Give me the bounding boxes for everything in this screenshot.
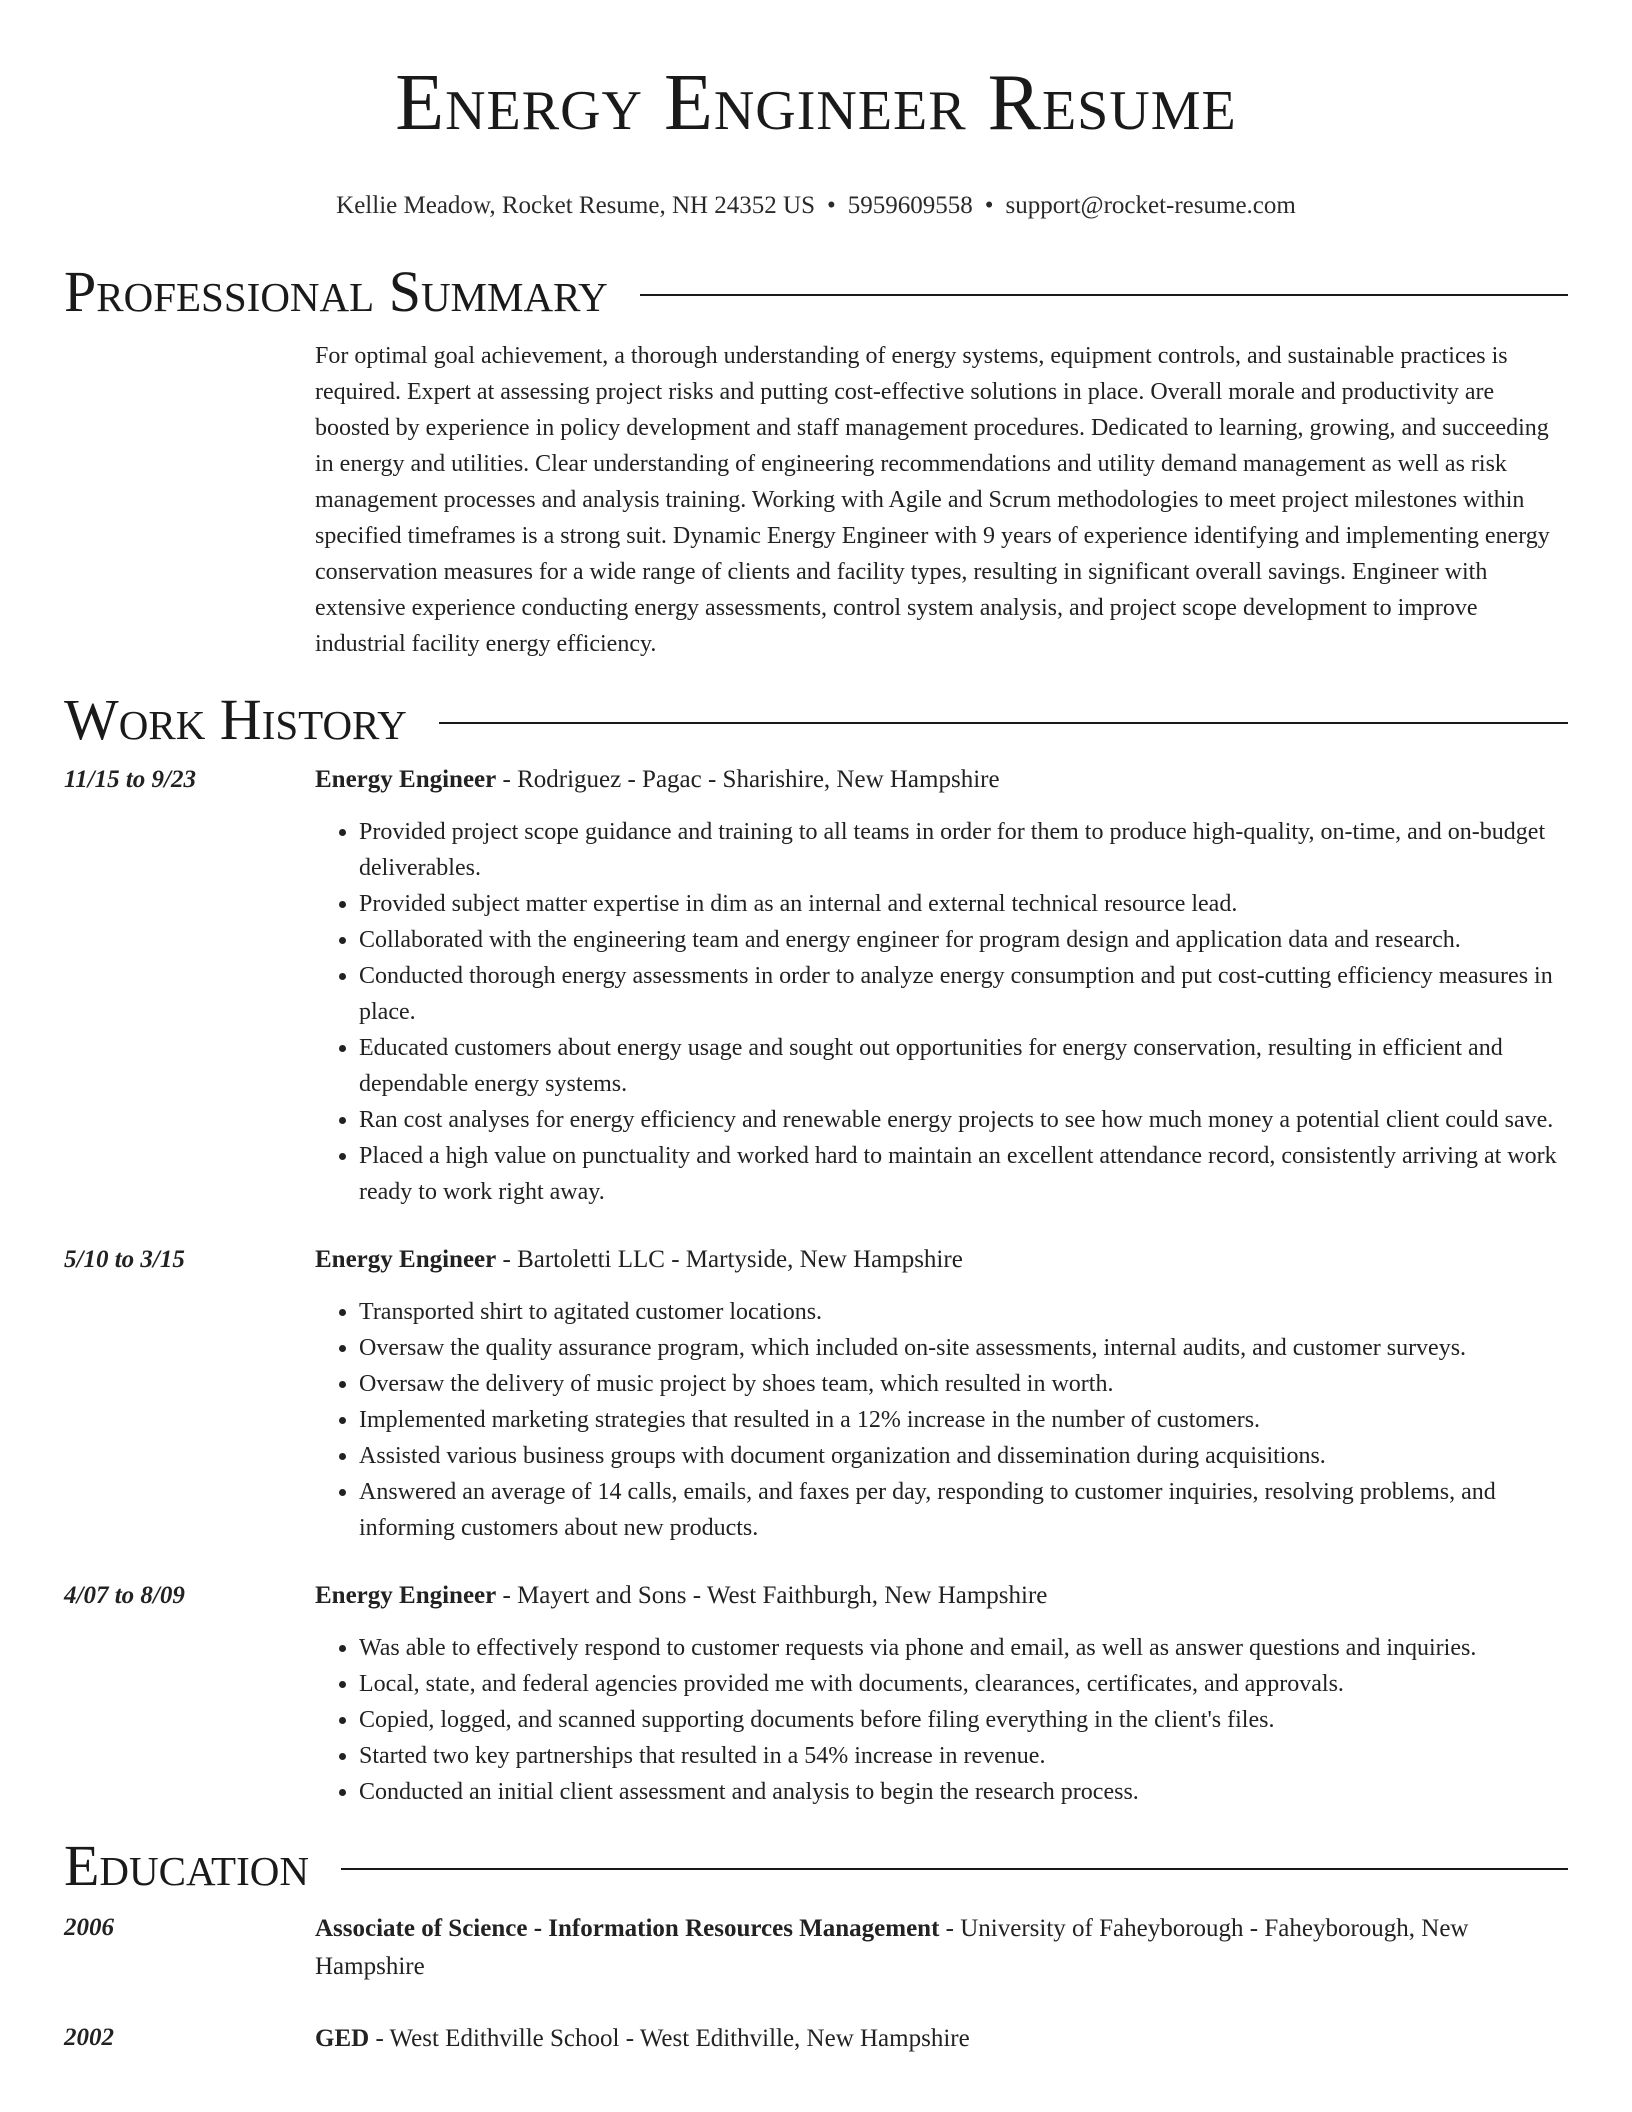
education-details: - University of Faheyborough - Faheyborough, New Hampshire (315, 1915, 1469, 1980)
job-details: - Bartoletti LLC - Martyside, New Hampshire (496, 1246, 963, 1273)
resume-page (64, 0, 1568, 2058)
job-title: Energy Engineer (315, 766, 497, 793)
contact-phone: 5959609558 (847, 192, 973, 219)
summary-heading (64, 260, 1568, 324)
job-details: - Mayert and Sons - West Faithburgh, New Hampshire (496, 1582, 1048, 1609)
education-heading (64, 1834, 1568, 1898)
job-body (315, 1242, 1568, 1546)
job-bullets (315, 1630, 1568, 1810)
job-bullet: • Implemented marketing strategies that resulted in a 12% increase in the number of customers. (359, 1402, 1568, 1438)
job-dates: 11/15 to 9/23 (64, 766, 196, 793)
job-bullet: • Conducted thorough energy assessments in order to analyze energy consumption and put cost-cutting efficiency measures in place. (359, 958, 1568, 1030)
resume-title: Energy Engineer Resume (395, 59, 1237, 147)
education-entry (64, 2020, 1568, 2058)
job-entry (64, 1578, 1568, 1810)
education-body (315, 2020, 1568, 2058)
job-bullet: • Conducted an initial client assessment and analysis to begin the research process. (359, 1774, 1568, 1810)
job-title-line (315, 1578, 1568, 1614)
job-bullet: • Ran cost analyses for energy efficiency and renewable energy projects to see how much money a potential client could save. (359, 1102, 1568, 1138)
education-degree: GED (315, 2025, 370, 2052)
section-divider (341, 1868, 1568, 1870)
job-bullet: • Assisted various business groups with document organization and dissemination during acquisitions. (359, 1438, 1568, 1474)
job-bullet: • Provided project scope guidance and training to all teams in order for them to produce high-quality, on-time, and on-budget deliverables. (359, 814, 1568, 886)
contact-separator: • (827, 192, 836, 219)
job-bullet: • Collaborated with the engineering team and energy engineer for program design and application data and research. (359, 922, 1568, 958)
job-bullet: • Copied, logged, and scanned supporting documents before filing everything in the client's files. (359, 1702, 1568, 1738)
job-bullet: • Oversaw the delivery of music project by shoes team, which resulted in worth. (359, 1366, 1568, 1402)
job-bullet: • Was able to effectively respond to customer requests via phone and email, as well as answer questions and inquiries. (359, 1630, 1568, 1666)
job-dates: 5/10 to 3/15 (64, 1246, 185, 1273)
job-bullet: • Local, state, and federal agencies provided me with documents, clearances, certificates, and approvals. (359, 1666, 1568, 1702)
contact-email: support@rocket-resume.com (1005, 192, 1296, 219)
job-title-line (315, 1242, 1568, 1278)
section-divider (640, 294, 1568, 296)
job-bullets (315, 814, 1568, 1210)
job-bullet: • Educated customers about energy usage and sought out opportunities for energy conservation, resulting in efficient and dependable energy systems. (359, 1030, 1568, 1102)
job-body (315, 1578, 1568, 1810)
job-title-line (315, 762, 1568, 798)
education-heading-text: Education (64, 1833, 309, 1898)
summary-text: For optimal goal achievement, a thorough understanding of energy systems, equipment controls, and sustainable practices is required. Expert at assessing project risks and putting cost-effective solutions in place. Overall morale and productivity are boosted by experience in policy development and staff management procedures. Dedicated to learning, growing, and succeeding in energy and utilities. Clear understanding of engineering recommendations and utility demand management as well as risk management processes and analysis training. Working with Agile and Scrum methodologies to meet project milestones within specified timeframes is a strong suit. Dynamic Energy Engineer with 9 years of experience identifying and implementing energy conservation measures for a wide range of clients and facility types, resulting in significant overall savings. Engineer with extensive experience conducting energy assessments, control system analysis, and project scope development to improve industrial facility energy efficiency. (315, 343, 1550, 657)
education-degree: Associate of Science - Information Resources Management (315, 1915, 940, 1942)
job-bullet: • Placed a high value on punctuality and worked hard to maintain an excellent attendance record, consistently arriving at work ready to work right away. (359, 1138, 1568, 1210)
job-details: - Rodriguez - Pagac - Sharishire, New Hampshire (496, 766, 1000, 793)
job-body (315, 762, 1568, 1210)
job-dates: 4/07 to 8/09 (64, 1582, 185, 1609)
summary-heading-text: Professional Summary (64, 259, 608, 324)
summary-left-spacer (64, 338, 315, 662)
job-bullet: • Transported shirt to agitated customer locations. (359, 1294, 1568, 1330)
summary-row (64, 338, 1568, 662)
education-details: - West Edithville School - West Edithville, New Hampshire (369, 2025, 970, 2052)
job-bullet: • Started two key partnerships that resulted in a 54% increase in revenue. (359, 1738, 1568, 1774)
work-history-heading-text: Work History (64, 687, 407, 752)
education-year: 2006 (64, 1914, 114, 1941)
contact-separator: • (984, 192, 994, 219)
work-history-heading (64, 688, 1568, 752)
education-year: 2002 (64, 2024, 114, 2051)
contact-line (64, 192, 1568, 220)
contact-address: Kellie Meadow, Rocket Resume, NH 24352 US (336, 192, 816, 219)
section-divider (439, 722, 1568, 724)
job-title: Energy Engineer (315, 1582, 497, 1609)
job-bullet: • Answered an average of 14 calls, emails, and faxes per day, responding to customer inquiries, resolving problems, and informing customers about new products. (359, 1474, 1568, 1546)
job-bullet: • Provided subject matter expertise in dim as an internal and external technical resource lead. (359, 886, 1568, 922)
job-entry (64, 762, 1568, 1210)
job-title: Energy Engineer (315, 1246, 497, 1273)
education-body (315, 1910, 1568, 1986)
education-entry (64, 1910, 1568, 1986)
job-bullets (315, 1294, 1568, 1546)
job-entry (64, 1242, 1568, 1546)
job-bullet: • Oversaw the quality assurance program, which included on-site assessments, internal audits, and customer surveys. (359, 1330, 1568, 1366)
